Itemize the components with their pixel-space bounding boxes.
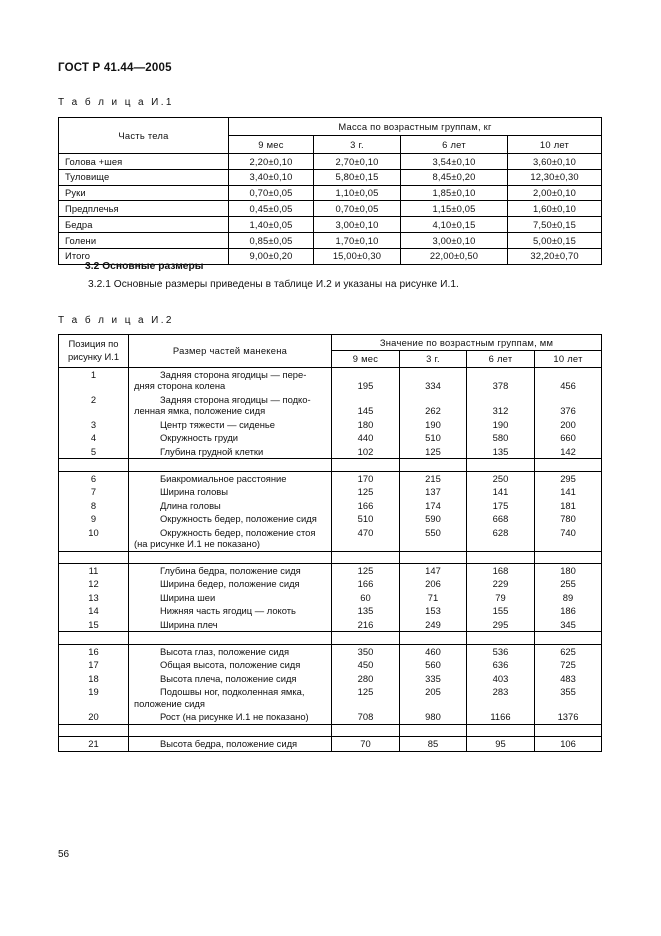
table-2-cell-value: 249 — [400, 618, 467, 632]
table-2-cell-value: 155 — [467, 604, 535, 617]
table-2-cell-value: 147 — [400, 563, 467, 577]
spacer-cell — [59, 551, 129, 563]
table-2-cell-value: 483 — [535, 672, 602, 685]
standard-header: ГОСТ Р 41.44—2005 — [58, 62, 172, 74]
spacer-cell — [400, 459, 467, 471]
table-row — [59, 526, 602, 551]
value-text: 550 — [425, 526, 441, 538]
table-2-description-line: ленная ямка, положение сидя — [134, 405, 266, 417]
table-2-cell-value: 980 — [400, 710, 467, 724]
table-2-cell-value: 175 — [467, 499, 535, 512]
value-text: 740 — [560, 526, 576, 538]
table-2-cell-position: 16 — [59, 644, 129, 658]
table-2-cell-value: 708 — [332, 710, 400, 724]
table-2-cell-description — [129, 591, 332, 604]
spacer-cell — [400, 724, 467, 736]
table-1-cell-value: 1,60±0,10 — [508, 201, 602, 217]
table-1-cell-value: 3,00±0,10 — [314, 217, 401, 233]
table-1-cell-value: 3,00±0,10 — [401, 232, 508, 248]
spacer-cell — [332, 724, 400, 736]
table-2-cell-description — [129, 418, 332, 431]
table-row — [59, 201, 602, 217]
table-2-cell-value: 166 — [332, 577, 400, 590]
spacer-cell — [535, 459, 602, 471]
table-2-cell-value — [400, 367, 467, 392]
value-text: 628 — [492, 526, 509, 538]
table-2-description-line: Ширина плеч — [160, 618, 218, 630]
table-2-cell-value — [535, 685, 602, 710]
table-2-cell-description — [129, 393, 332, 418]
table-2-cell-position: 3 — [59, 418, 129, 431]
table-2-cell-value: 200 — [535, 418, 602, 431]
table-2-description-line: Ширина головы — [160, 486, 229, 498]
table-2-cell-value: 168 — [467, 563, 535, 577]
table-2-cell-value: 102 — [332, 445, 400, 459]
table-2-cell-value — [467, 685, 535, 710]
table-1-header-age-6y: 6 лет — [401, 136, 508, 154]
table-group-spacer — [59, 551, 602, 563]
table-2-cell-value: 229 — [467, 577, 535, 590]
table-1-cell-value: 1,40±0,05 — [229, 217, 314, 233]
table-2-cell-value: 125 — [400, 445, 467, 459]
table-2-cell-value: 1166 — [467, 710, 535, 724]
table-1-cell-value: 0,70±0,05 — [229, 185, 314, 201]
table-body-mass — [58, 117, 602, 265]
table-2-cell-value: 206 — [400, 577, 467, 590]
table-1-caption: Т а б л и ц а И.1 — [58, 97, 174, 108]
table-2-cell-description — [129, 471, 332, 485]
spacer-cell — [129, 632, 332, 644]
section-paragraph: 3.2.1 Основные размеры приведены в таблице И.2 и указаны на рисунке И.1. — [88, 279, 459, 290]
table-1-cell-value: 22,00±0,50 — [401, 248, 508, 264]
table-2-cell-value: 190 — [400, 418, 467, 431]
table-2-cell-value: 174 — [400, 499, 467, 512]
table-2-cell-value: 560 — [400, 658, 467, 671]
spacer-cell — [59, 459, 129, 471]
table-2-cell-value: 135 — [467, 445, 535, 459]
spacer-cell — [332, 551, 400, 563]
value-text: 145 — [357, 405, 374, 417]
spacer-cell — [59, 724, 129, 736]
table-2-description-line: Нижняя часть ягодиц — локоть — [160, 605, 296, 617]
table-2-cell-position: 11 — [59, 563, 129, 577]
table-row — [59, 737, 602, 751]
table-1-row-label: Предплечья — [59, 201, 229, 217]
table-1-header-group: Масса по возрастным группам, кг — [229, 118, 602, 136]
value-text: 355 — [560, 686, 576, 698]
table-2-cell-value: 625 — [535, 644, 602, 658]
table-2-cell-description — [129, 431, 332, 444]
table-2-cell-value — [400, 393, 467, 418]
table-1-row-label: Голени — [59, 232, 229, 248]
table-row — [59, 471, 602, 485]
table-2-cell-value: 580 — [467, 431, 535, 444]
value-text: 334 — [425, 380, 441, 392]
table-2-cell-value: 70 — [332, 737, 400, 751]
table-2-cell-value: 190 — [467, 418, 535, 431]
table-2-header-age-3y: 3 г. — [400, 351, 467, 367]
table-2-cell-value: 142 — [535, 445, 602, 459]
table-2-description-line: Рост (на рисунке И.1 не показано) — [160, 711, 309, 723]
table-2-cell-value: 125 — [332, 563, 400, 577]
spacer-cell — [535, 724, 602, 736]
table-2-cell-description — [129, 644, 332, 658]
value-text: 205 — [425, 686, 441, 698]
table-1-cell-value: 1,85±0,10 — [401, 185, 508, 201]
table-2-cell-value: 780 — [535, 512, 602, 525]
table-2-cell-value: 170 — [332, 471, 400, 485]
table-2-cell-description — [129, 499, 332, 512]
table-2-cell-description — [129, 512, 332, 525]
spacer-cell — [535, 551, 602, 563]
table-2-cell-value: 350 — [332, 644, 400, 658]
table-2-caption: Т а б л и ц а И.2 — [58, 315, 174, 326]
table-2-cell-position: 12 — [59, 577, 129, 590]
table-2-description-line: Глубина бедра, положение сидя — [160, 564, 301, 576]
table-2-cell-value: 106 — [535, 737, 602, 751]
table-1-cell-value: 12,30±0,30 — [508, 169, 602, 185]
table-2-cell-value: 141 — [535, 485, 602, 498]
table-2-cell-value: 71 — [400, 591, 467, 604]
table-2-cell-position: 17 — [59, 658, 129, 671]
table-2-cell-position: 19 — [59, 685, 129, 710]
table-2-cell-position: 4 — [59, 431, 129, 444]
table-2-cell-value: 450 — [332, 658, 400, 671]
table-1-cell-value: 7,50±0,15 — [508, 217, 602, 233]
table-2-header-position — [59, 335, 129, 368]
value-text: 312 — [492, 405, 509, 417]
table-row — [59, 644, 602, 658]
table-1-cell-value: 2,70±0,10 — [314, 154, 401, 170]
table-1-cell-value: 5,80±0,15 — [314, 169, 401, 185]
table-1-cell-value: 1,70±0,10 — [314, 232, 401, 248]
table-2-cell-value: 590 — [400, 512, 467, 525]
table-2-header-group: Значение по возрастным группам, мм — [332, 335, 602, 351]
table-row — [59, 431, 602, 444]
table-2-cell-value: 79 — [467, 591, 535, 604]
table-2-cell-description — [129, 672, 332, 685]
table-row — [59, 232, 602, 248]
table-row — [59, 658, 602, 671]
table-1-header-age-10y: 10 лет — [508, 136, 602, 154]
table-2-cell-position: 21 — [59, 737, 129, 751]
spacer-cell — [129, 724, 332, 736]
table-2-cell-value: 440 — [332, 431, 400, 444]
table-2-cell-value — [467, 393, 535, 418]
table-2-cell-description — [129, 563, 332, 577]
spacer-cell — [467, 551, 535, 563]
table-2-cell-value: 295 — [467, 618, 535, 632]
table-2-cell-value: 135 — [332, 604, 400, 617]
table-1-header-age-9mo: 9 мес — [229, 136, 314, 154]
spacer-cell — [467, 459, 535, 471]
table-2-description-line: Ширина бедер, положение сидя — [160, 578, 300, 590]
table-1-cell-value: 8,45±0,20 — [401, 169, 508, 185]
table-1-cell-value: 1,15±0,05 — [401, 201, 508, 217]
table-2-header-age-10y: 10 лет — [535, 351, 602, 367]
table-2-cell-value: 1376 — [535, 710, 602, 724]
table-2-cell-description — [129, 737, 332, 751]
table-2-cell-position: 2 — [59, 393, 129, 418]
table-group-spacer — [59, 632, 602, 644]
table-2-description-line: Подошвы ног, подколенная ямка, — [160, 686, 305, 698]
table-2-cell-position: 15 — [59, 618, 129, 632]
section-heading: 3.2 Основные размеры — [85, 261, 204, 272]
table-2-cell-value: 141 — [467, 485, 535, 498]
table-2-cell-value: 636 — [467, 658, 535, 671]
table-2-cell-value: 725 — [535, 658, 602, 671]
table-row — [59, 618, 602, 632]
table-2-cell-value: 295 — [535, 471, 602, 485]
table-2-cell-description — [129, 710, 332, 724]
table-2-cell-value: 85 — [400, 737, 467, 751]
spacer-cell — [129, 459, 332, 471]
table-2-cell-description — [129, 577, 332, 590]
table-2-description-line: (на рисунке И.1 не показано) — [134, 538, 261, 550]
table-2-cell-position: 5 — [59, 445, 129, 459]
table-2-description-line: положение сидя — [134, 697, 205, 709]
table-2-cell-value: 510 — [400, 431, 467, 444]
spacer-cell — [467, 632, 535, 644]
table-2-description-line: Центр тяжести — сиденье — [160, 418, 275, 430]
table-row — [59, 577, 602, 590]
table-1-cell-value: 3,60±0,10 — [508, 154, 602, 170]
table-2-cell-value: 510 — [332, 512, 400, 525]
table-2-cell-position: 9 — [59, 512, 129, 525]
table-2-cell-description — [129, 445, 332, 459]
table-2-description-line: Окружность груди — [160, 432, 239, 444]
spacer-cell — [332, 459, 400, 471]
table-2-description-line: Высота бедра, положение сидя — [160, 738, 298, 750]
value-text: 262 — [425, 405, 441, 417]
table-1-cell-value: 15,00±0,30 — [314, 248, 401, 264]
table-2-description-line: Окружность бедер, положение стоя — [160, 526, 316, 538]
table-2-header-position-line1: Позиция по — [68, 338, 119, 350]
table-2-cell-value: 60 — [332, 591, 400, 604]
table-2-cell-position: 20 — [59, 710, 129, 724]
value-text: 283 — [492, 686, 509, 698]
spacer-cell — [129, 551, 332, 563]
table-row — [59, 485, 602, 498]
table-2-cell-value: 255 — [535, 577, 602, 590]
table-2-cell-value: 250 — [467, 471, 535, 485]
table-row — [59, 512, 602, 525]
table-2-cell-value — [332, 685, 400, 710]
value-text: 470 — [357, 526, 374, 538]
table-row — [59, 418, 602, 431]
table-row — [59, 563, 602, 577]
table-2-cell-value: 403 — [467, 672, 535, 685]
table-2-header-position-line2: рисунку И.1 — [67, 350, 120, 362]
spacer-cell — [467, 724, 535, 736]
table-2-description-line: дняя сторона колена — [134, 380, 226, 392]
value-text: 195 — [357, 380, 374, 392]
table-2-cell-description — [129, 658, 332, 671]
table-2-cell-value: 89 — [535, 591, 602, 604]
table-2-cell-position: 10 — [59, 526, 129, 551]
table-1-row-label: Туловище — [59, 169, 229, 185]
table-1-cell-value: 2,20±0,10 — [229, 154, 314, 170]
table-1-cell-value: 1,10±0,05 — [314, 185, 401, 201]
spacer-cell — [400, 551, 467, 563]
table-2-cell-value: 137 — [400, 485, 467, 498]
table-row — [59, 499, 602, 512]
table-2-cell-description — [129, 618, 332, 632]
table-2-description-line: Общая высота, положение сидя — [160, 659, 301, 671]
spacer-cell — [332, 632, 400, 644]
table-2-description-line: Длина головы — [160, 499, 221, 511]
table-1-row-label: Руки — [59, 185, 229, 201]
table-2-cell-value: 668 — [467, 512, 535, 525]
table-1-row-label: Голова +шея — [59, 154, 229, 170]
spacer-cell — [59, 632, 129, 644]
table-row — [59, 169, 602, 185]
table-2-cell-value: 345 — [535, 618, 602, 632]
table-row — [59, 591, 602, 604]
table-1-cell-value: 32,20±0,70 — [508, 248, 602, 264]
table-2-header-age-9mo: 9 мес — [332, 351, 400, 367]
table-row — [59, 185, 602, 201]
table-row — [59, 604, 602, 617]
table-1-header-age-3y: 3 г. — [314, 136, 401, 154]
table-1-row-label: Итого — [59, 248, 229, 264]
table-1-cell-value: 4,10±0,15 — [401, 217, 508, 233]
table-row — [59, 393, 602, 418]
table-2-cell-value — [467, 526, 535, 551]
table-2-cell-value: 216 — [332, 618, 400, 632]
table-2-cell-position: 7 — [59, 485, 129, 498]
table-2-cell-value — [535, 393, 602, 418]
table-1-row-label: Бедра — [59, 217, 229, 233]
table-2-cell-description — [129, 685, 332, 710]
table-1-cell-value: 2,00±0,10 — [508, 185, 602, 201]
table-2-description-line: Задняя сторона ягодицы — подко- — [160, 393, 311, 405]
table-2-cell-value: 166 — [332, 499, 400, 512]
table-1-cell-value: 0,45±0,05 — [229, 201, 314, 217]
table-2-description-line: Задняя сторона ягодицы — пере- — [160, 368, 307, 380]
table-2-cell-value: 536 — [467, 644, 535, 658]
table-row — [59, 217, 602, 233]
table-2-cell-position: 13 — [59, 591, 129, 604]
spacer-cell — [400, 632, 467, 644]
table-2-cell-position: 1 — [59, 367, 129, 392]
value-text: 376 — [560, 405, 576, 417]
table-2-cell-value — [467, 367, 535, 392]
table-2-cell-value: 125 — [332, 485, 400, 498]
table-row — [59, 367, 602, 392]
page-number: 56 — [58, 849, 70, 860]
table-2-cell-value — [535, 526, 602, 551]
table-2-cell-value — [400, 526, 467, 551]
value-text: 378 — [492, 380, 509, 392]
value-text: 125 — [357, 686, 374, 698]
table-2-cell-value: 280 — [332, 672, 400, 685]
table-2-description-line: Высота плеча, положение сидя — [160, 672, 297, 684]
table-row — [59, 154, 602, 170]
table-2-cell-value: 95 — [467, 737, 535, 751]
table-2-cell-position: 6 — [59, 471, 129, 485]
table-1-header-part: Часть тела — [59, 118, 229, 154]
table-2-cell-value: 153 — [400, 604, 467, 617]
table-1-cell-value: 5,00±0,15 — [508, 232, 602, 248]
table-2-cell-description — [129, 526, 332, 551]
table-2-cell-value: 181 — [535, 499, 602, 512]
table-2-cell-position: 14 — [59, 604, 129, 617]
table-manikin-dimensions — [58, 334, 602, 752]
table-2-cell-value — [400, 685, 467, 710]
table-row — [59, 710, 602, 724]
table-group-spacer — [59, 459, 602, 471]
table-2-header-age-6y: 6 лет — [467, 351, 535, 367]
spacer-cell — [535, 632, 602, 644]
table-group-spacer — [59, 724, 602, 736]
table-row — [59, 685, 602, 710]
table-2-cell-value: 215 — [400, 471, 467, 485]
table-2-cell-value: 660 — [535, 431, 602, 444]
table-2-cell-value: 186 — [535, 604, 602, 617]
table-2-header-size: Размер частей манекена — [129, 335, 332, 368]
table-2-cell-description — [129, 485, 332, 498]
table-1-cell-value: 0,70±0,05 — [314, 201, 401, 217]
table-2-cell-value: 180 — [535, 563, 602, 577]
table-2-cell-value — [332, 526, 400, 551]
table-2-cell-position: 8 — [59, 499, 129, 512]
table-2-cell-description — [129, 604, 332, 617]
table-row — [59, 445, 602, 459]
table-2-cell-value: 335 — [400, 672, 467, 685]
table-2-description-line: Окружность бедер, положение сидя — [160, 513, 317, 525]
table-row — [59, 672, 602, 685]
table-2-cell-value — [535, 367, 602, 392]
table-2-description-line: Ширина шеи — [160, 591, 216, 603]
table-2-cell-description — [129, 367, 332, 392]
table-1-cell-value: 3,54±0,10 — [401, 154, 508, 170]
table-2-cell-position: 18 — [59, 672, 129, 685]
table-2-description-line: Высота глаз, положение сидя — [160, 645, 290, 657]
table-1-cell-value: 0,85±0,05 — [229, 232, 314, 248]
table-2-cell-value: 460 — [400, 644, 467, 658]
value-text: 456 — [560, 380, 576, 392]
table-2-cell-value — [332, 367, 400, 392]
table-2-cell-value: 180 — [332, 418, 400, 431]
table-1-cell-value: 9,00±0,20 — [229, 248, 314, 264]
table-1-cell-value: 3,40±0,10 — [229, 169, 314, 185]
table-2-cell-value — [332, 393, 400, 418]
table-2-description-line: Глубина грудной клетки — [160, 445, 264, 457]
table-2-description-line: Биакромиальное расстояние — [160, 472, 287, 484]
